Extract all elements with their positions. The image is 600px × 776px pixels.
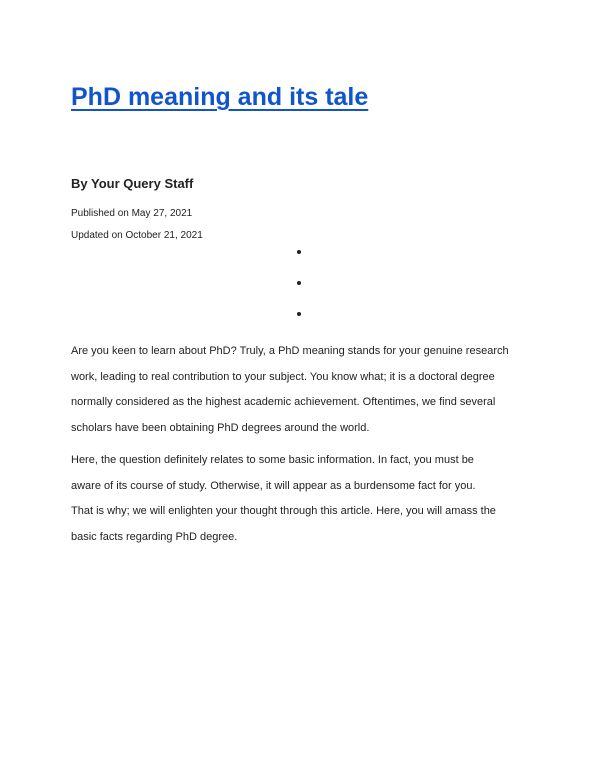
bullet-point [297, 312, 301, 316]
paragraph-line: aware of its course of study. Otherwise, it will appear as a burdensome fact for you. [71, 479, 476, 492]
second-paragraph [71, 448, 541, 551]
published-date: Published on May 27, 2021 [71, 208, 193, 219]
paragraph-line: normally considered as the highest academic achievement. Oftentimes, we find several [71, 396, 496, 409]
paragraph-line: Are you keen to learn about PhD? Truly, a PhD meaning stands for your genuine research [71, 345, 509, 357]
bullet-point [297, 281, 301, 285]
paragraph-line: That is why; we will enlighten your thought through this article. Here, you will amass the [71, 505, 496, 518]
paragraph-line: work, leading to real contribution to your subject. You know what; it is a doctoral degree [71, 370, 495, 383]
intro-paragraph [71, 339, 541, 442]
byline: By Your Query Staff [71, 176, 194, 191]
empty-bullet-list [297, 250, 301, 343]
paragraph-line: basic facts regarding PhD degree. [71, 531, 238, 544]
updated-date: Updated on October 21, 2021 [71, 230, 203, 241]
paragraph-line: scholars have been obtaining PhD degrees around the world. [71, 422, 370, 435]
bullet-point [297, 250, 301, 254]
paragraph-line: Here, the question definitely relates to some basic information. In fact, you must be [71, 454, 474, 466]
article-title-link[interactable]: PhD meaning and its tale [71, 83, 369, 111]
